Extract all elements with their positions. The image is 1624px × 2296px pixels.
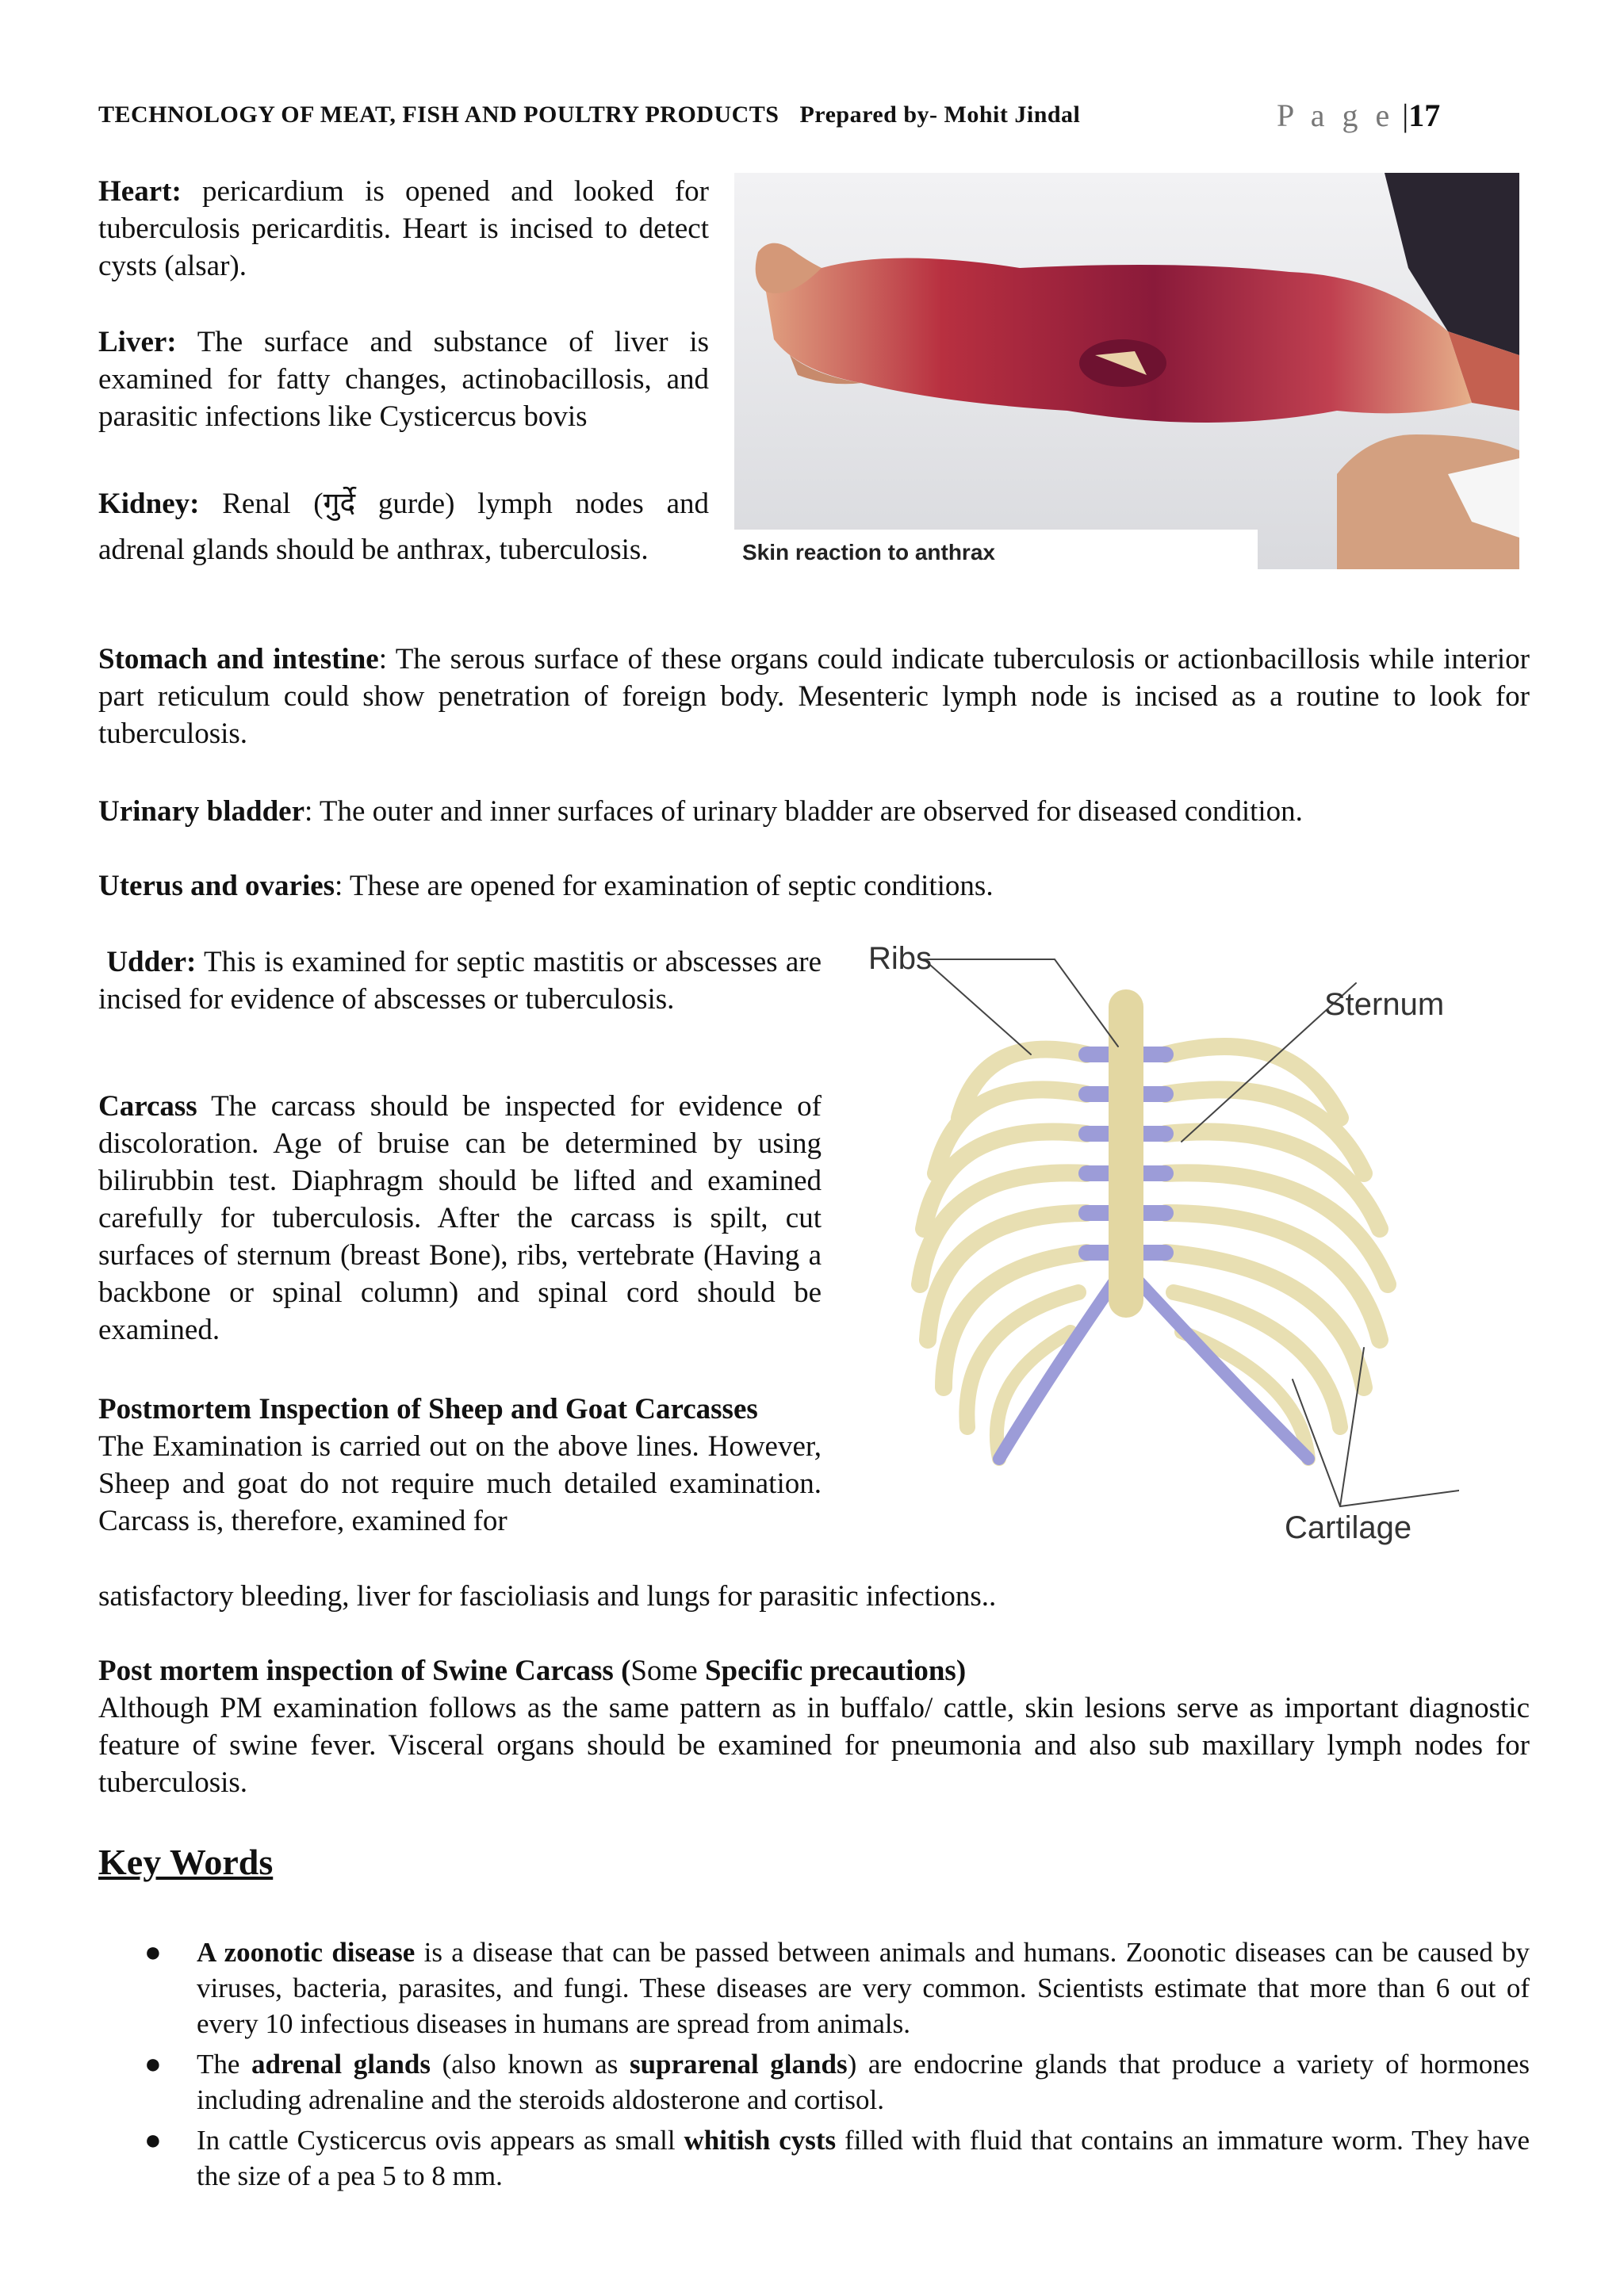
- swine-section: [98, 1652, 1530, 1801]
- kidney-title: Kidney:: [98, 488, 200, 520]
- heart-paragraph: [98, 173, 709, 285]
- stomach-paragraph: [98, 641, 1530, 752]
- keyword-prefix: In cattle Cysticercus ovis appears as small: [197, 2125, 684, 2156]
- rib-cage-diagram: [848, 936, 1459, 1554]
- stomach-text: : The serous surface of these organs could indicate tuberculosis or actionbacillosis while interior part reticulum could show penetration of foreign body. Mesenteric lymph node is incised as a routine to look for tuberculosis.: [98, 643, 1530, 750]
- liver-paragraph: [98, 323, 709, 435]
- bladder-paragraph: [98, 793, 1530, 830]
- kidney-paragraph: [98, 480, 709, 573]
- uterus-text: : These are opened for examination of septic conditions.: [335, 870, 994, 902]
- sheep-goat-text-continued: satisfactory bleeding, liver for fascioliasis and lungs for parasitic infections..: [98, 1580, 997, 1613]
- keyword-prefix: The: [197, 2049, 252, 2080]
- document-header-title: [98, 101, 1080, 128]
- carcass-paragraph: [98, 1088, 822, 1349]
- carcass-title: Carcass: [98, 1090, 197, 1123]
- kidney-text-a: Renal (: [199, 488, 324, 520]
- carcass-text: The carcass should be inspected for evidence of discoloration. Age of bruise can be determined by using bilirubbin test. Diaphragm should be lifted and examined carefully for tuberculosis. After the carcass is spilt, cut surfaces of sternum (breast Bone), ribs, vertebrate (Having a backbone or spinal column) and spinal cord should be examined.: [98, 1090, 822, 1346]
- sternum-label: Sternum: [1324, 987, 1445, 1022]
- keyword-middle: (also known as: [431, 2049, 630, 2080]
- sheep-goat-text: The Examination is carried out on the above lines. However, Sheep and goat do not require much detailed examination. Carcass is, therefore, examined for: [98, 1430, 822, 1537]
- bullet-icon: ●: [144, 2048, 162, 2080]
- list-item: [98, 2122, 1530, 2194]
- keyword-term: adrenal glands: [251, 2049, 431, 2080]
- kidney-text-b: gurde) lymph nodes and adrenal glands should be anthrax, tuberculosis.: [98, 488, 709, 566]
- bladder-title: Urinary bladder: [98, 795, 305, 828]
- liver-text: The surface and substance of liver is examined for fatty changes, actinobacillosis, and parasitic infections like Cysticercus bovis: [98, 326, 709, 433]
- page-number: 17: [1408, 98, 1441, 133]
- udder-title: Udder:: [106, 946, 197, 978]
- sheep-goat-title: Postmortem Inspection of Sheep and Goat Carcasses: [98, 1393, 758, 1425]
- header-prepared-by: Prepared by- Mohit Jindal: [799, 101, 1081, 128]
- keyword-definition: is a disease that can be passed between animals and humans. Zoonotic diseases can be caused by viruses, bacteria, parasites, and fungi. These diseases are very common. Scientists estimate that more than 6 out of every 10 infectious diseases in humans are spread from animals.: [197, 1937, 1530, 2039]
- page-label: P a g e: [1277, 98, 1395, 133]
- list-item: [98, 2046, 1530, 2118]
- udder-text: This is examined for septic mastitis or abscesses are incised for evidence of abscesses or tuberculosis.: [98, 946, 822, 1016]
- photo-caption: Skin reaction to anthrax: [742, 540, 995, 564]
- swine-title-part-c: Specific precautions): [704, 1655, 967, 1687]
- bladder-text: : The outer and inner surfaces of urinary bladder are observed for diseased condition.: [304, 795, 1303, 828]
- liver-title: Liver:: [98, 326, 177, 358]
- keyword-term-alt: suprarenal glands: [629, 2049, 848, 2080]
- keyword-term: whitish cysts: [684, 2125, 837, 2156]
- swine-title-part-b: Some: [630, 1655, 705, 1687]
- key-words-list: [98, 1934, 1530, 2198]
- swine-text: Although PM examination follows as the same pattern as in buffalo/ cattle, skin lesions serve as important diagnostic feature of swine fever. Visceral organs should be examined for pneumonia and also sub maxillary lymph nodes for tuberculosis.: [98, 1692, 1530, 1799]
- heart-text: pericardium is opened and looked for tuberculosis pericarditis. Heart is incised to detect cysts (alsar).: [98, 175, 709, 282]
- list-item: [98, 1934, 1530, 2042]
- bullet-icon: ●: [144, 2124, 162, 2156]
- ribs-label: Ribs: [868, 941, 933, 976]
- keyword-definition: ) are endocrine glands that produce a variety of hormones including adrenaline and the steroids aldosterone and cortisol.: [197, 2049, 1530, 2115]
- bullet-icon: ●: [144, 1936, 162, 1968]
- uterus-title: Uterus and ovaries: [98, 870, 335, 902]
- key-words-heading: Key Words: [98, 1842, 274, 1882]
- keyword-definition: filled with fluid that contains an immature worm. They have the size of a pea 5 to 8 mm.: [197, 2125, 1530, 2191]
- anthrax-skin-photo: [734, 173, 1519, 569]
- cartilage-label: Cartilage: [1285, 1510, 1412, 1545]
- rib-cage-illustration: [848, 936, 1459, 1554]
- heart-title: Heart:: [98, 175, 182, 208]
- kidney-hindi-word: गुर्दे: [323, 486, 356, 520]
- udder-paragraph: [98, 943, 822, 1018]
- stomach-title: Stomach and intestine: [98, 643, 379, 675]
- anthrax-arm-illustration: [734, 173, 1519, 569]
- sheep-goat-section: [98, 1391, 822, 1540]
- header-title: TECHNOLOGY OF MEAT, FISH AND POULTRY PRODUCTS: [98, 101, 779, 128]
- page-indicator: [1277, 97, 1440, 134]
- page-separator: |: [1402, 98, 1409, 133]
- uterus-paragraph: [98, 867, 1530, 905]
- keyword-term: A zoonotic disease: [197, 1937, 416, 1968]
- swine-title-part-a: Post mortem inspection of Swine Carcass (: [98, 1655, 631, 1687]
- swine-title: [98, 1652, 1530, 1689]
